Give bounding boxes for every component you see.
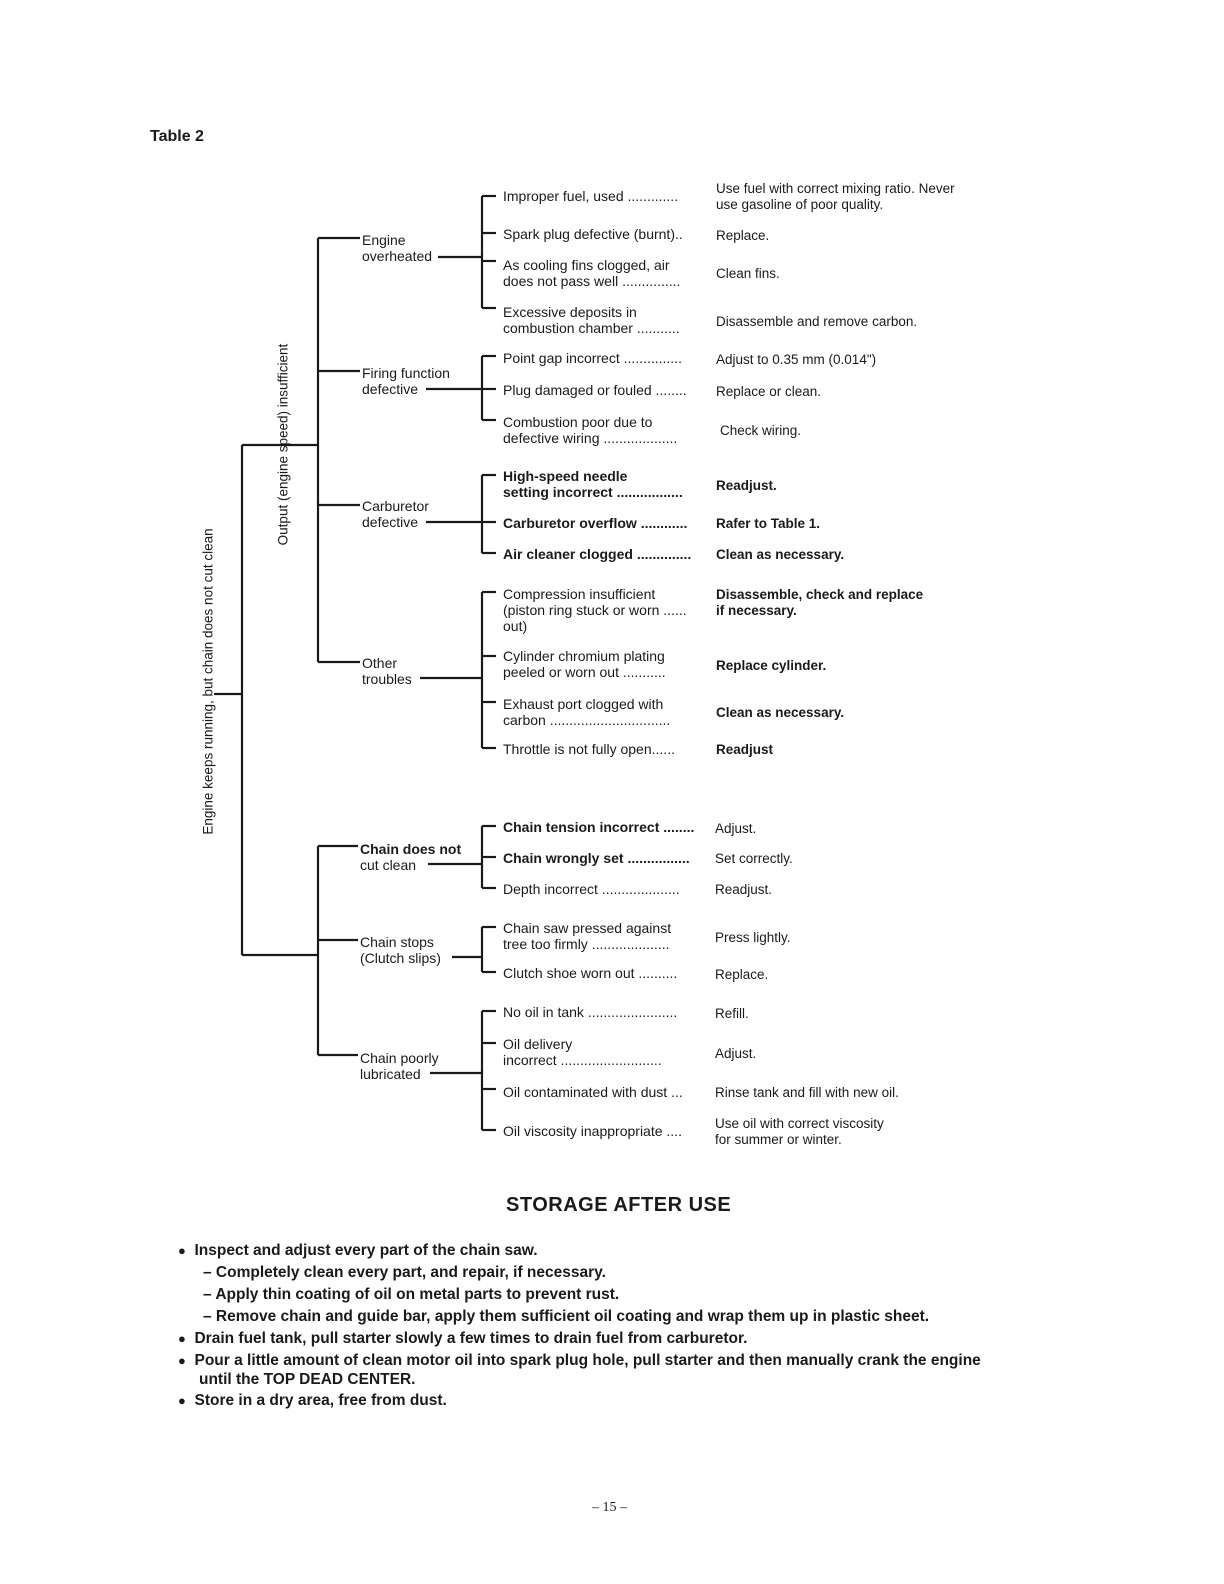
cause-text: Spark plug defective (burnt).. xyxy=(503,226,683,242)
remedy-text: Readjust xyxy=(716,742,774,757)
remedy-text: Rinse tank and fill with new oil. xyxy=(715,1085,899,1100)
cause-text: No oil in tank ....................... xyxy=(503,1004,678,1020)
storage-sub-item: – Completely clean every part, and repair, if necessary. xyxy=(203,1264,606,1281)
bullet-icon: ● xyxy=(178,1353,186,1368)
remedy-text: Set correctly. xyxy=(715,851,793,866)
remedy-text: Adjust to 0.35 mm (0.014") xyxy=(716,352,877,367)
bullet-icon: ● xyxy=(178,1393,186,1408)
storage-bullet: ● Store in a dry area, free from dust. xyxy=(178,1392,447,1409)
table-title: Table 2 xyxy=(150,128,204,145)
cause-text: Oil delivery incorrect .......................... xyxy=(503,1036,662,1068)
storage-bullet: ● Inspect and adjust every part of the chain saw. xyxy=(178,1242,538,1259)
remedy-text: Clean fins. xyxy=(716,266,780,281)
remedy-text: Replace. xyxy=(716,228,770,243)
bullet-icon: ● xyxy=(178,1243,186,1258)
cause-text: Oil viscosity inappropriate .... xyxy=(503,1123,682,1139)
group-chain-not-cut-clean: Chain does not cut clean xyxy=(360,841,462,873)
remedy-text: Replace. xyxy=(715,967,769,982)
remedy-text: Adjust. xyxy=(715,1046,757,1061)
remedy-text: Replace cylinder. xyxy=(716,658,827,673)
storage-sub-item: – Apply thin coating of oil on metal parts to prevent rust. xyxy=(203,1286,620,1303)
remedy-text: Disassemble and remove carbon. xyxy=(716,314,918,329)
cause-text: Compression insufficient (piston ring stuck or worn ...... out) xyxy=(503,586,687,634)
storage-sub-item: – Remove chain and guide bar, apply them sufficient oil coating and wrap them up in plastic sheet. xyxy=(203,1308,930,1325)
cause-text: Oil contaminated with dust ... xyxy=(503,1084,683,1100)
cause-text: Combustion poor due to defective wiring ................... xyxy=(503,414,678,446)
cause-text: Chain tension incorrect ........ xyxy=(503,819,695,835)
cause-text: Point gap incorrect ............... xyxy=(503,350,682,366)
cause-text: Cylinder chromium plating peeled or worn out ........... xyxy=(503,648,666,680)
group-carburetor-defective: Carburetor defective xyxy=(362,498,429,530)
cause-text: Excessive deposits in combustion chamber ........... xyxy=(503,304,680,336)
cause-text: Plug damaged or fouled ........ xyxy=(503,382,687,398)
remedy-text: Clean as necessary. xyxy=(716,547,845,562)
cause-text: Carburetor overflow ............ xyxy=(503,515,688,531)
group-chain-stops: Chain stops (Clutch slips) xyxy=(360,934,441,966)
group-other-troubles: Other troubles xyxy=(362,655,412,687)
remedy-text: Adjust. xyxy=(715,821,757,836)
remedy-text: Readjust. xyxy=(715,882,773,897)
remedy-text: Disassemble, check and replace if necessary. xyxy=(716,587,924,618)
root-label: Engine keeps running, but chain does not cut clean xyxy=(200,528,216,835)
storage-bullet-continuation: until the TOP DEAD CENTER. xyxy=(199,1371,416,1388)
output-branch-label: Output (engine speed) insufficient xyxy=(275,343,291,546)
remedy-text: Clean as necessary. xyxy=(716,705,845,720)
remedy-text: Use fuel with correct mixing ratio. Never use gasoline of poor quality. xyxy=(716,181,955,212)
cause-text: Improper fuel, used ............. xyxy=(503,188,679,204)
cause-text: Depth incorrect .................... xyxy=(503,881,680,897)
cause-text: Exhaust port clogged with carbon ............................... xyxy=(503,696,671,728)
remedy-text: Check wiring. xyxy=(720,423,802,438)
cause-text: High-speed needle setting incorrect ................. xyxy=(503,468,683,500)
storage-bullet: ● Pour a little amount of clean motor oil into spark plug hole, pull starter and then manually crank the engine xyxy=(178,1352,981,1369)
bullet-icon: ● xyxy=(178,1331,186,1346)
cause-text: Chain saw pressed against tree too firmly .................... xyxy=(503,920,672,952)
cause-text: As cooling fins clogged, air does not pass well ............... xyxy=(503,257,681,289)
remedy-text: Replace or clean. xyxy=(716,384,822,399)
remedy-text: Press lightly. xyxy=(715,930,791,945)
remedy-text: Rafer to Table 1. xyxy=(716,516,821,531)
remedy-text: Use oil with correct viscosity for summer or winter. xyxy=(715,1116,884,1147)
cause-text: Clutch shoe worn out .......... xyxy=(503,965,678,981)
remedy-text: Readjust. xyxy=(716,478,777,493)
group-chain-poorly-lubricated: Chain poorly lubricated xyxy=(360,1050,439,1082)
cause-text: Throttle is not fully open...... xyxy=(503,741,675,757)
storage-bullet: ● Drain fuel tank, pull starter slowly a few times to drain fuel from carburetor. xyxy=(178,1330,748,1347)
cause-text: Air cleaner clogged .............. xyxy=(503,546,692,562)
cause-text: Chain wrongly set ................ xyxy=(503,850,690,866)
remedy-text: Refill. xyxy=(715,1006,749,1021)
page-number: – 15 – xyxy=(592,1500,627,1515)
storage-title: STORAGE AFTER USE xyxy=(506,1194,732,1216)
group-firing-defective: Firing function defective xyxy=(362,365,450,397)
group-engine-overheated: Engine overheated xyxy=(362,232,433,264)
